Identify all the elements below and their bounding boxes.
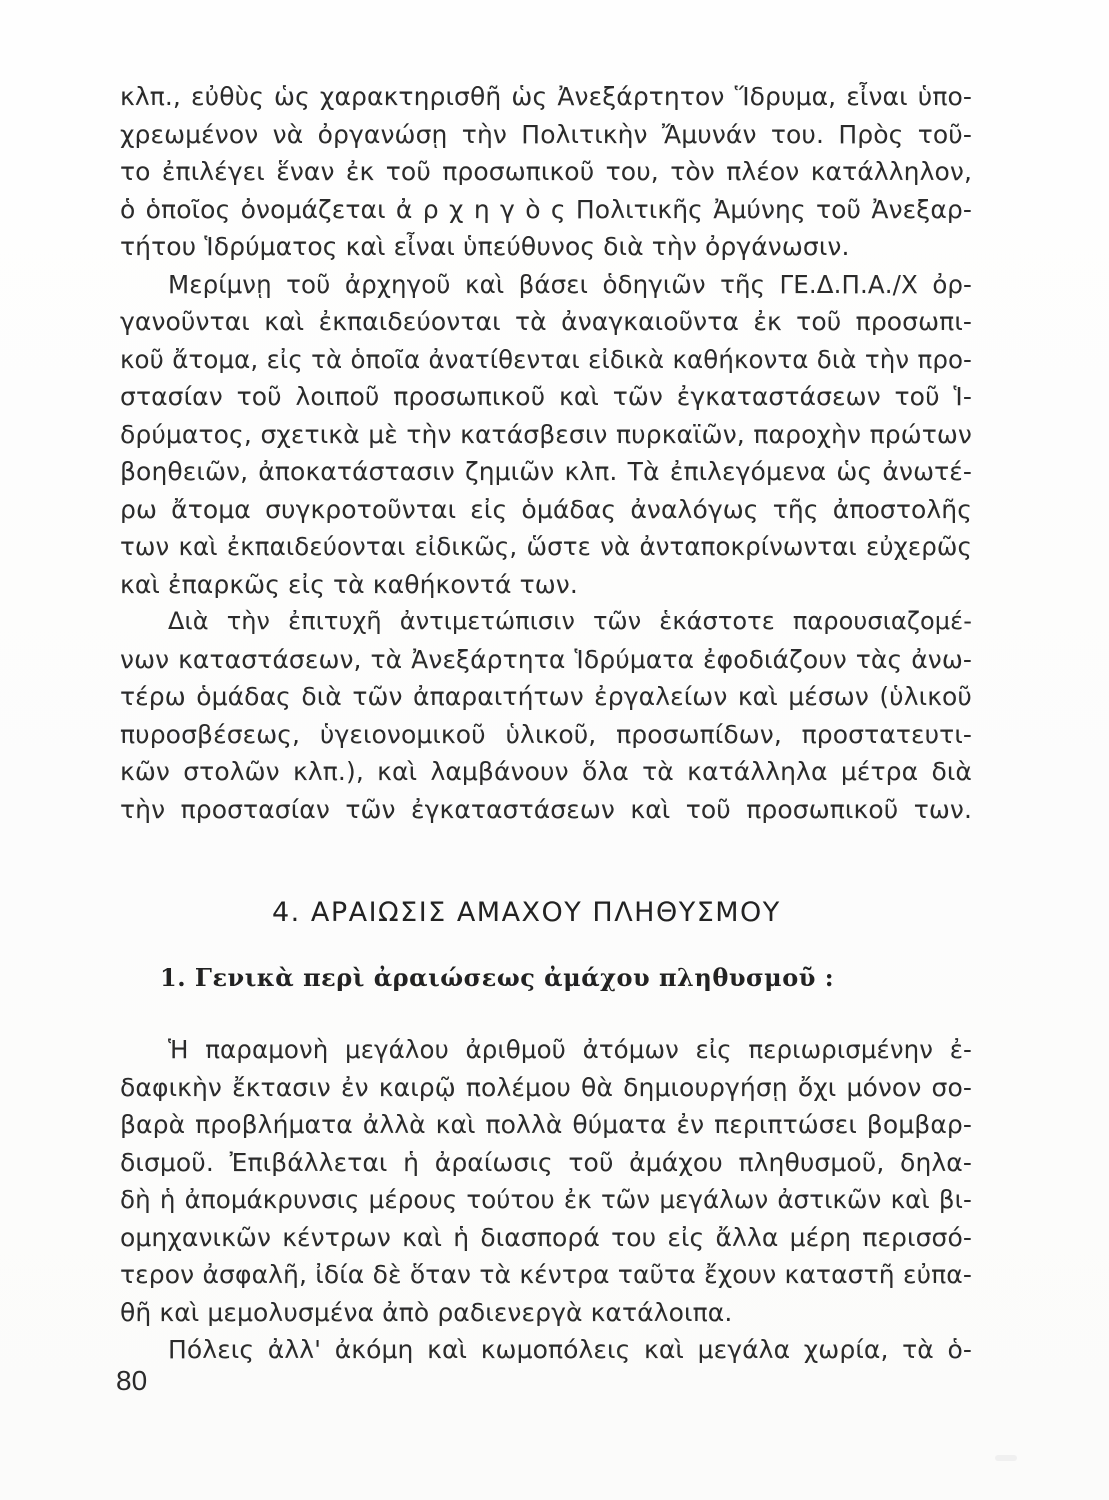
text-line: στασίαν τοῦ λοιποῦ προσωπικοῦ καὶ τῶν ἐγκαταστάσεων τοῦ Ἱ- (120, 382, 972, 411)
text-line: των καὶ ἐκπαιδεύονται εἰδικῶς, ὥστε νὰ ἀνταποκρίνωνται εὐχερῶς (120, 532, 972, 561)
text-line: τὴν προστασίαν τῶν ἐγκαταστάσεων καὶ τοῦ προσωπικοῦ των. (120, 794, 972, 824)
section-heading: 4. ΑΡΑΙΩΣΙΣ ΑΜΑΧΟΥ ΠΛΗΘΥΣΜΟΥ (272, 897, 781, 928)
text-line: πυροσβέσεως, ὑγειονομικοῦ ὑλικοῦ, προσωπίδων, προστατευτι- (120, 719, 972, 749)
text-line: κλπ., εὐθὺς ὡς χαρακτηρισθῆ ὡς Ἀνεξάρτητον Ἵδρυμα, εἶναι ὑπο- (120, 82, 972, 111)
text-line: ομηχανικῶν κέντρων καὶ ἡ διασπορά του εἰς ἄλλα μέρη περισσό- (120, 1222, 972, 1252)
text-line: κῶν στολῶν κλπ.), καὶ λαμβάνουν ὅλα τὰ κατάλληλα μέτρα διὰ (120, 757, 972, 786)
text-line: Μερίμνῃ τοῦ ἀρχηγοῦ καὶ βάσει ὁδηγιῶν τῆς ΓΕ.Δ.Π.Α./Χ ὀρ- (168, 269, 972, 299)
text-line: τέρω ὁμάδας διὰ τῶν ἀπαραιτήτων ἐργαλείων καὶ μέσων (ὑλικοῦ (120, 682, 972, 711)
text-line: ὁ ὁποῖος ὀνομάζεται ἀ ρ χ η γ ὸ ς Πολιτικῆς Ἀμύνης τοῦ Ἀνεξαρ- (120, 194, 972, 224)
text-line: καὶ ἐπαρκῶς εἰς τὰ καθήκοντά των. (120, 569, 578, 599)
text-line: δισμοῦ. Ἐπιβάλλεται ἡ ἀραίωσις τοῦ ἀμάχου πληθυσμοῦ, δηλα- (120, 1147, 972, 1177)
text-line: βαρὰ προβλήματα ἀλλὰ καὶ πολλὰ θύματα ἐν περιπτώσει βομβαρ- (120, 1110, 972, 1139)
text-line: βοηθειῶν, ἀποκατάστασιν ζημιῶν κλπ. Τὰ ἐπιλεγόμενα ὡς ἀνωτέ- (120, 457, 972, 486)
body-text-bottom (120, 1031, 972, 1369)
text-line: ρω ἄτομα συγκροτοῦνται εἰς ὁμάδας ἀναλόγως τῆς ἀποστολῆς (120, 494, 972, 524)
text-line: δρύματος, σχετικὰ μὲ τὴν κατάσβεσιν πυρκαϊῶν, παροχὴν πρώτων (120, 419, 972, 449)
text-line: δὴ ἡ ἀπομάκρυνσις μέρους τούτου ἐκ τῶν μεγάλων ἀστικῶν καὶ βι- (120, 1185, 972, 1214)
page-number: 80 (116, 1365, 148, 1396)
text-line: τερον ἀσφαλῆ, ἰδία δὲ ὅταν τὰ κέντρα ταῦτα ἔχουν καταστῆ εὐπα- (120, 1260, 972, 1289)
text-line: το ἐπιλέγει ἕναν ἐκ τοῦ προσωπικοῦ του, τὸν πλέον κατάλληλον, (120, 157, 972, 186)
text-line: δαφικὴν ἔκτασιν ἐν καιρῷ πολέμου θὰ δημιουργήσῃ ὄχι μόνον σο- (120, 1072, 972, 1102)
scan-mark (995, 1455, 1017, 1461)
body-text-top (120, 78, 972, 828)
text-line: κοῦ ἄτομα, εἰς τὰ ὁποῖα ἀνατίθενται εἰδικὰ καθήκοντα διὰ τὴν προ- (120, 344, 972, 374)
text-line: γανοῦνται καὶ ἐκπαιδεύονται τὰ ἀναγκαιοῦντα ἐκ τοῦ προσωπι- (120, 307, 972, 336)
text-line: Πόλεις ἀλλ' ἀκόμη καὶ κωμοπόλεις καὶ μεγάλα χωρία, τὰ ὁ- (168, 1335, 972, 1364)
text-line: Διὰ τὴν ἐπιτυχῆ ἀντιμετώπισιν τῶν ἑκάστοτε παρουσιαζομέ- (168, 607, 972, 635)
text-line: χρεωμένον νὰ ὀργανώσῃ τὴν Πολιτικὴν Ἄμυνάν του. Πρὸς τοῦ- (120, 119, 972, 149)
subsection-heading: 1. Γενικὰ περὶ ἀραιώσεως ἀμάχου πληθυσμοῦ : (160, 963, 835, 992)
text-line: νων καταστάσεων, τὰ Ἀνεξάρτητα Ἱδρύματα ἐφοδιάζουν τὰς ἀνω- (120, 644, 972, 674)
text-line: θῆ καὶ μεμολυσμένα ἀπὸ ραδιενεργὰ κατάλοιπα. (120, 1297, 733, 1327)
text-line: τήτου Ἱδρύματος καὶ εἶναι ὑπεύθυνος διὰ τὴν ὀργάνωσιν. (120, 232, 850, 261)
text-line: Ἡ παραμονὴ μεγάλου ἀριθμοῦ ἀτόμων εἰς περιωρισμένην ἐ- (168, 1035, 972, 1064)
